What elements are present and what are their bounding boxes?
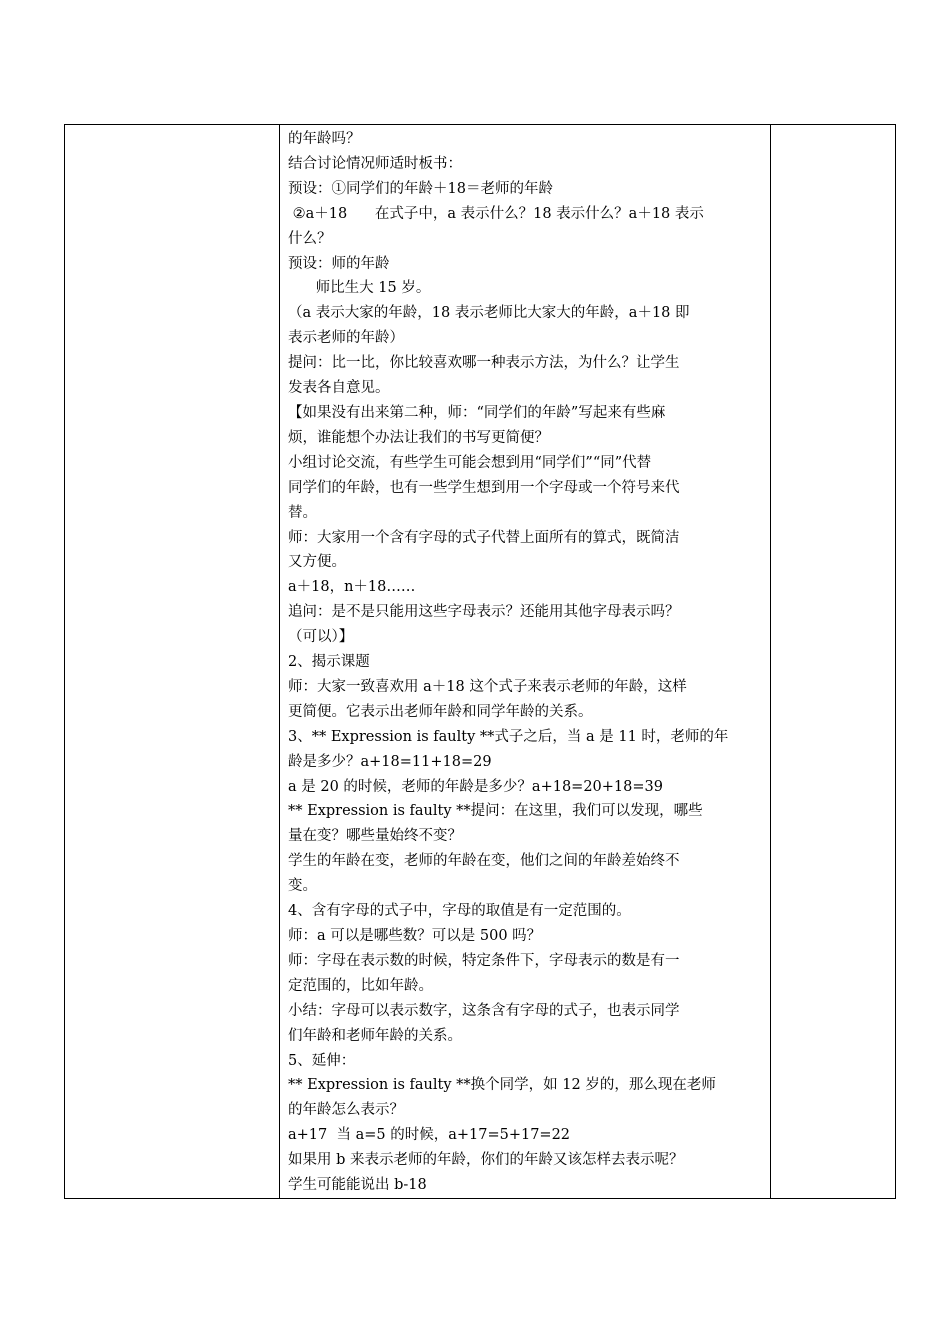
- text-line: 小结：字母可以表示数字，这条含有字母的式子，也表示同学: [288, 1002, 680, 1019]
- text-line: 龄是多少？a+18=11+18=29: [288, 753, 492, 770]
- text-line: 什么？: [288, 230, 332, 247]
- text-line: （a 表示大家的年龄，18 表示老师比大家大的年龄，a＋18 即: [288, 305, 690, 322]
- text-line: a 是 20 的时候，老师的年龄是多少？a+18=20+18=39: [288, 778, 663, 795]
- text-line: 【如果没有出来第二种，师：“同学们的年龄”写起来有些麻: [288, 404, 666, 421]
- text-line: 替。: [288, 504, 317, 521]
- text-line: 同学们的年龄，也有一些学生想到用一个字母或一个符号来代: [288, 479, 680, 496]
- text-line: 师：字母在表示数的时候，特定条件下，字母表示的数是有一: [288, 952, 680, 969]
- text-line: 追问：是不是只能用这些字母表示？还能用其他字母表示吗？: [288, 604, 680, 621]
- text-line: 师：大家用一个含有字母的式子代替上面所有的算式，既简洁: [288, 529, 680, 546]
- text-line: 的年龄吗？: [288, 131, 361, 147]
- text-line: 提问：比一比，你比较喜欢哪一种表示方法，为什么？让学生: [288, 355, 680, 372]
- text-line: 量在变？哪些量始终不变？: [288, 828, 462, 845]
- text-line: 师比生大 15 岁。: [288, 280, 431, 297]
- text-line: ②a＋18 在式子中，a 表示什么？18 表示什么？a＋18 表示: [288, 205, 704, 222]
- table-row: [65, 125, 896, 1199]
- text-line: 师：大家一致喜欢用 a＋18 这个式子来表示老师的年龄，这样: [288, 678, 687, 695]
- text-line: 变。: [288, 878, 317, 895]
- text-line: 4、含有字母的式子中，字母的取值是有一定范围的。: [288, 903, 631, 920]
- text-line: 如果用 b 来表示老师的年龄，你们的年龄又该怎样去表示呢？: [288, 1152, 684, 1169]
- text-line: 定范围的，比如年龄。: [288, 977, 433, 994]
- right-cell: [771, 125, 896, 1199]
- text-line: 烦，谁能想个办法让我们的书写更简便？: [288, 429, 549, 446]
- text-line: a＋18，n＋18……: [288, 579, 416, 596]
- text-line: 3、** Expression is faulty **式子之后，当 a 是 11 时，老师的年: [288, 728, 729, 745]
- text-line: 学生可能能说出 b-18: [288, 1177, 427, 1194]
- text-line: 更简便。它表示出老师年龄和同学年龄的关系。: [288, 703, 593, 720]
- text-line: 预设：①同学们的年龄＋18＝老师的年龄: [288, 180, 553, 197]
- text-line: 学生的年龄在变，老师的年龄在变，他们之间的年龄差始终不: [288, 853, 680, 870]
- left-cell: [65, 125, 280, 1199]
- text-line: 5、延伸：: [288, 1052, 356, 1069]
- lesson-plan-table: [64, 124, 896, 1199]
- text-line: 发表各自意见。: [288, 380, 390, 397]
- content-cell: [280, 125, 771, 1199]
- text-line: ** Expression is faulty **换个同学，如 12 岁的，那么现在老师: [288, 1077, 716, 1094]
- text-line: 的年龄怎么表示？: [288, 1102, 404, 1119]
- text-line: 预设：师的年龄: [288, 255, 390, 272]
- text-line: 师：a 可以是哪些数？可以是 500 吗？: [288, 928, 542, 944]
- text-line: 小组讨论交流，有些学生可能会想到用“同学们”“同”代替: [288, 454, 652, 471]
- text-line: 表示老师的年龄）: [288, 330, 404, 347]
- text-line: 结合讨论情况师适时板书：: [288, 155, 462, 172]
- text-line: （可以）】: [288, 629, 354, 646]
- content-lines: [288, 127, 762, 1198]
- text-line: 又方便。: [288, 554, 346, 571]
- text-line: a+17 当 a=5 的时候，a+17=5+17=22: [288, 1127, 571, 1144]
- text-line: 们年龄和老师年龄的关系。: [288, 1027, 462, 1044]
- text-line: ** Expression is faulty **提问：在这里，我们可以发现，哪些: [288, 803, 703, 820]
- text-line: 2、揭示课题: [288, 654, 370, 671]
